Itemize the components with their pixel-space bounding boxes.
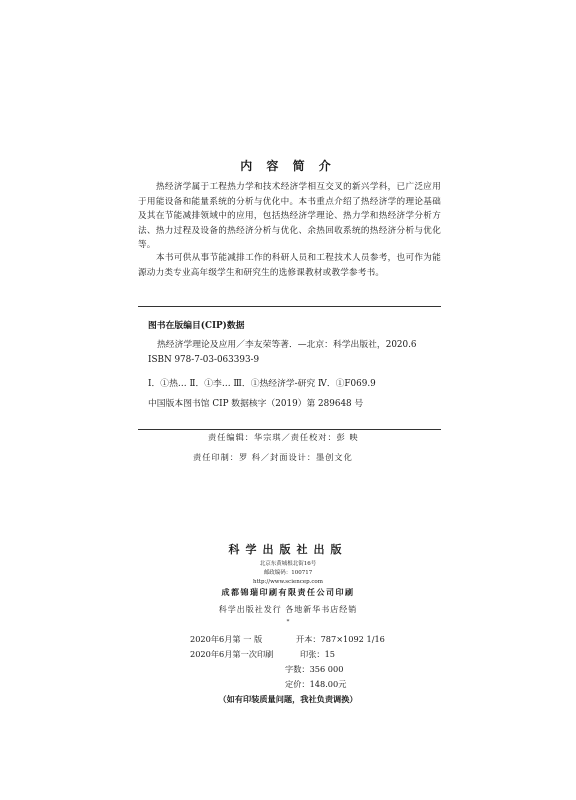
word-count: 字数：356 000: [285, 664, 344, 674]
cip-top-divider: [138, 306, 441, 307]
editor-credits: 责任编辑：华宗琪／责任校对：彭 映: [208, 432, 359, 442]
printed-sheets: 印张：15: [300, 649, 335, 659]
summary-paragraph-2: 本书可供从事节能减排工作的科研人员和工程技术人员参考，也可作为能源动力类专业高年级学生和研究生的选修课教材或教学参考书。: [138, 253, 441, 278]
publisher-address: 北京东黄城根北街16号: [259, 561, 317, 567]
publisher-line: [0, 541, 576, 557]
format-size: 开本：787×1092 1/16: [296, 634, 385, 644]
cip-classification: Ⅰ．①热… Ⅱ．①李… Ⅲ．①热经济学-研究 Ⅳ．①F069.9: [148, 379, 376, 389]
printer-line: 成都锦瑞印刷有限责任公司印刷: [221, 587, 355, 597]
price: 定价：148.00元: [285, 679, 347, 689]
production-credits: 责任印制：罗 科／封面设计：墨创文化: [193, 452, 353, 462]
cip-heading: 图书在版编目(CIP)数据: [148, 321, 245, 331]
separator-asterisk: *: [286, 619, 290, 625]
quality-notice: （如有印装质量问题，我社负责调换）: [218, 694, 358, 704]
cip-title-line: 热经济学理论及应用／李友荣等著．—北京：科学出版社，2020.6: [157, 340, 417, 350]
cip-record-number: 中国版本图书馆 CIP 数据核字（2019）第 289648 号: [148, 399, 364, 409]
summary-title: 内 容 简 介: [240, 159, 336, 173]
distribution-line: 科学出版社发行 各地新华书店经销: [218, 605, 358, 614]
publisher-suffix: 出版: [313, 543, 348, 556]
cip-isbn: ISBN 978-7-03-063393-9: [148, 355, 260, 365]
summary-paragraph-1: 热经济学属于工程热力学和技术经济学相互交叉的新兴学科，已广泛应用于用能设备和能量系统的分析与优化中。本书重点介绍了热经济学的理论基础及其在节能减排领域中的应用，包括热经济学理论、热力学和热经济学分析方法、热力过程及设备的热经济分析与优化、余热回收系统的热经济分析与优化等。: [138, 182, 441, 251]
cip-bottom-divider: [138, 429, 441, 430]
publisher-url: http://www.sciencep.com: [253, 579, 323, 585]
edition-date: 2020年6月第 一 版: [190, 634, 263, 644]
publisher-name: 科学出版社: [228, 543, 314, 556]
publisher-postcode: 邮政编码：100717: [263, 570, 313, 576]
printing-date: 2020年6月第一次印刷: [190, 649, 274, 659]
